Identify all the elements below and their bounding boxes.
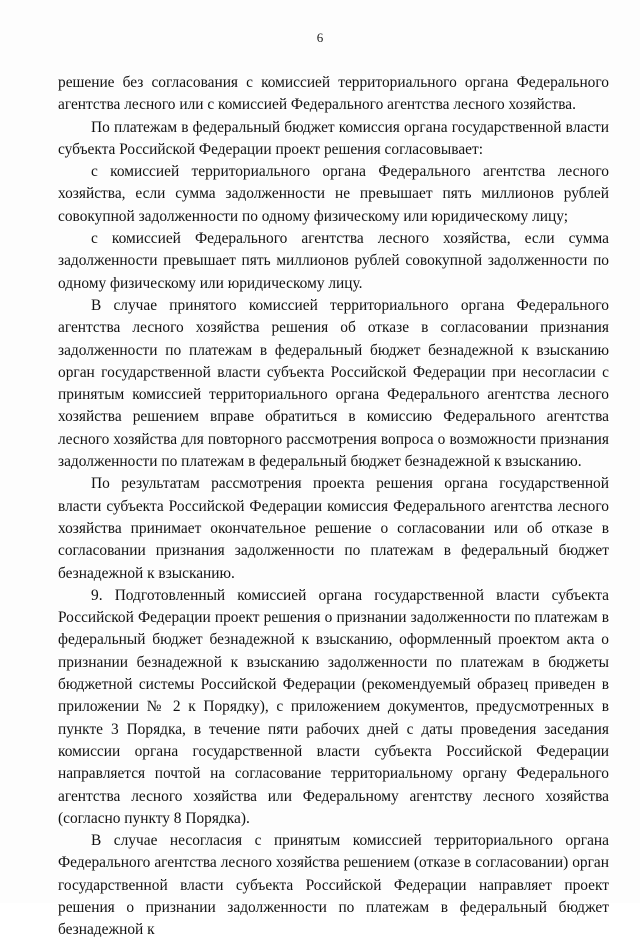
paragraph-federal-commission: с комиссией Федерального агентства лесного хозяйства, если сумма задолженности превышает пять миллионов рублей совокупной задолженности по одному физическому или юридическому лицу.	[58, 230, 609, 292]
page-number: 6	[316, 30, 324, 45]
paragraph-final-decision: По результатам рассмотрения проекта решения органа государственной власти субъекта Российской Федерации комиссия Федерального агентства лесного хозяйства принимает окончательное решение о согласовании или об отказе в согласовании признания задолженности по платежам в федеральный бюджет безнадежной к взысканию.	[58, 475, 609, 582]
paragraph-refusal-case: В случае принятого комиссией территориального органа Федерального агентства лесного хозяйства решения об отказе в согласовании признания задолженности по платежам в федеральный бюджет безнадежной к взысканию орган государственной власти субъекта Российской Федерации при несогласии с принятым комиссией территориального органа Федерального агентства лесного хозяйства решением вправе обратиться в комиссию Федерального агентства лесного хозяйства для повторного рассмотрения вопроса о возможности признания задолженности по платежам в федеральный бюджет безнадежной к взысканию.	[58, 296, 609, 471]
paragraph-continuation: решение без согласования с комиссией территориального органа Федерального агентства лесного или с комиссией Федерального агентства лесного хозяйства.	[58, 74, 609, 114]
paragraph-disagreement-case: В случае несогласия с принятым комиссией территориального органа Федерального агентства лесного хозяйства решением (отказе в согласовании) орган государственной власти субъекта Российской Федерации направляет проект решения о признании задолженности по платежам в федеральный бюджет безнадежной к	[58, 832, 609, 939]
paragraph-territorial-commission: с комиссией территориального органа Федерального агентства лесного хозяйства, если сумма задолженности не превышает пять миллионов рублей совокупной задолженности по одному физическому или юридическому лицу;	[58, 163, 609, 225]
paragraph-item-9: 9. Подготовленный комиссией органа государственной власти субъекта Российской Федерации проект решения о признании задолженности по платежам в федеральный бюджет безнадежной к взысканию, оформленный проектом акта о признании безнадежной к взысканию задолженности по платежам в бюджеты бюджетной системы Российской Федерации (рекомендуемый образец приведен в приложении № 2 к Порядку), с приложением документов, предусмотренных в пункте 3 Порядка, в течение пяти рабочих дней с даты проведения заседания комиссии органа государственной власти субъекта Российской Федерации направляется почтой на согласование территориальному органу Федерального агентства лесного хозяйства или Федеральному агентству лесного хозяйства (согласно пункту 8 Порядка).	[58, 586, 609, 827]
document-body	[58, 72, 609, 942]
paragraph-federal-budget-intro: По платежам в федеральный бюджет комиссия органа государственной власти субъекта Российской Федерации проект решения согласовывает:	[58, 118, 609, 158]
